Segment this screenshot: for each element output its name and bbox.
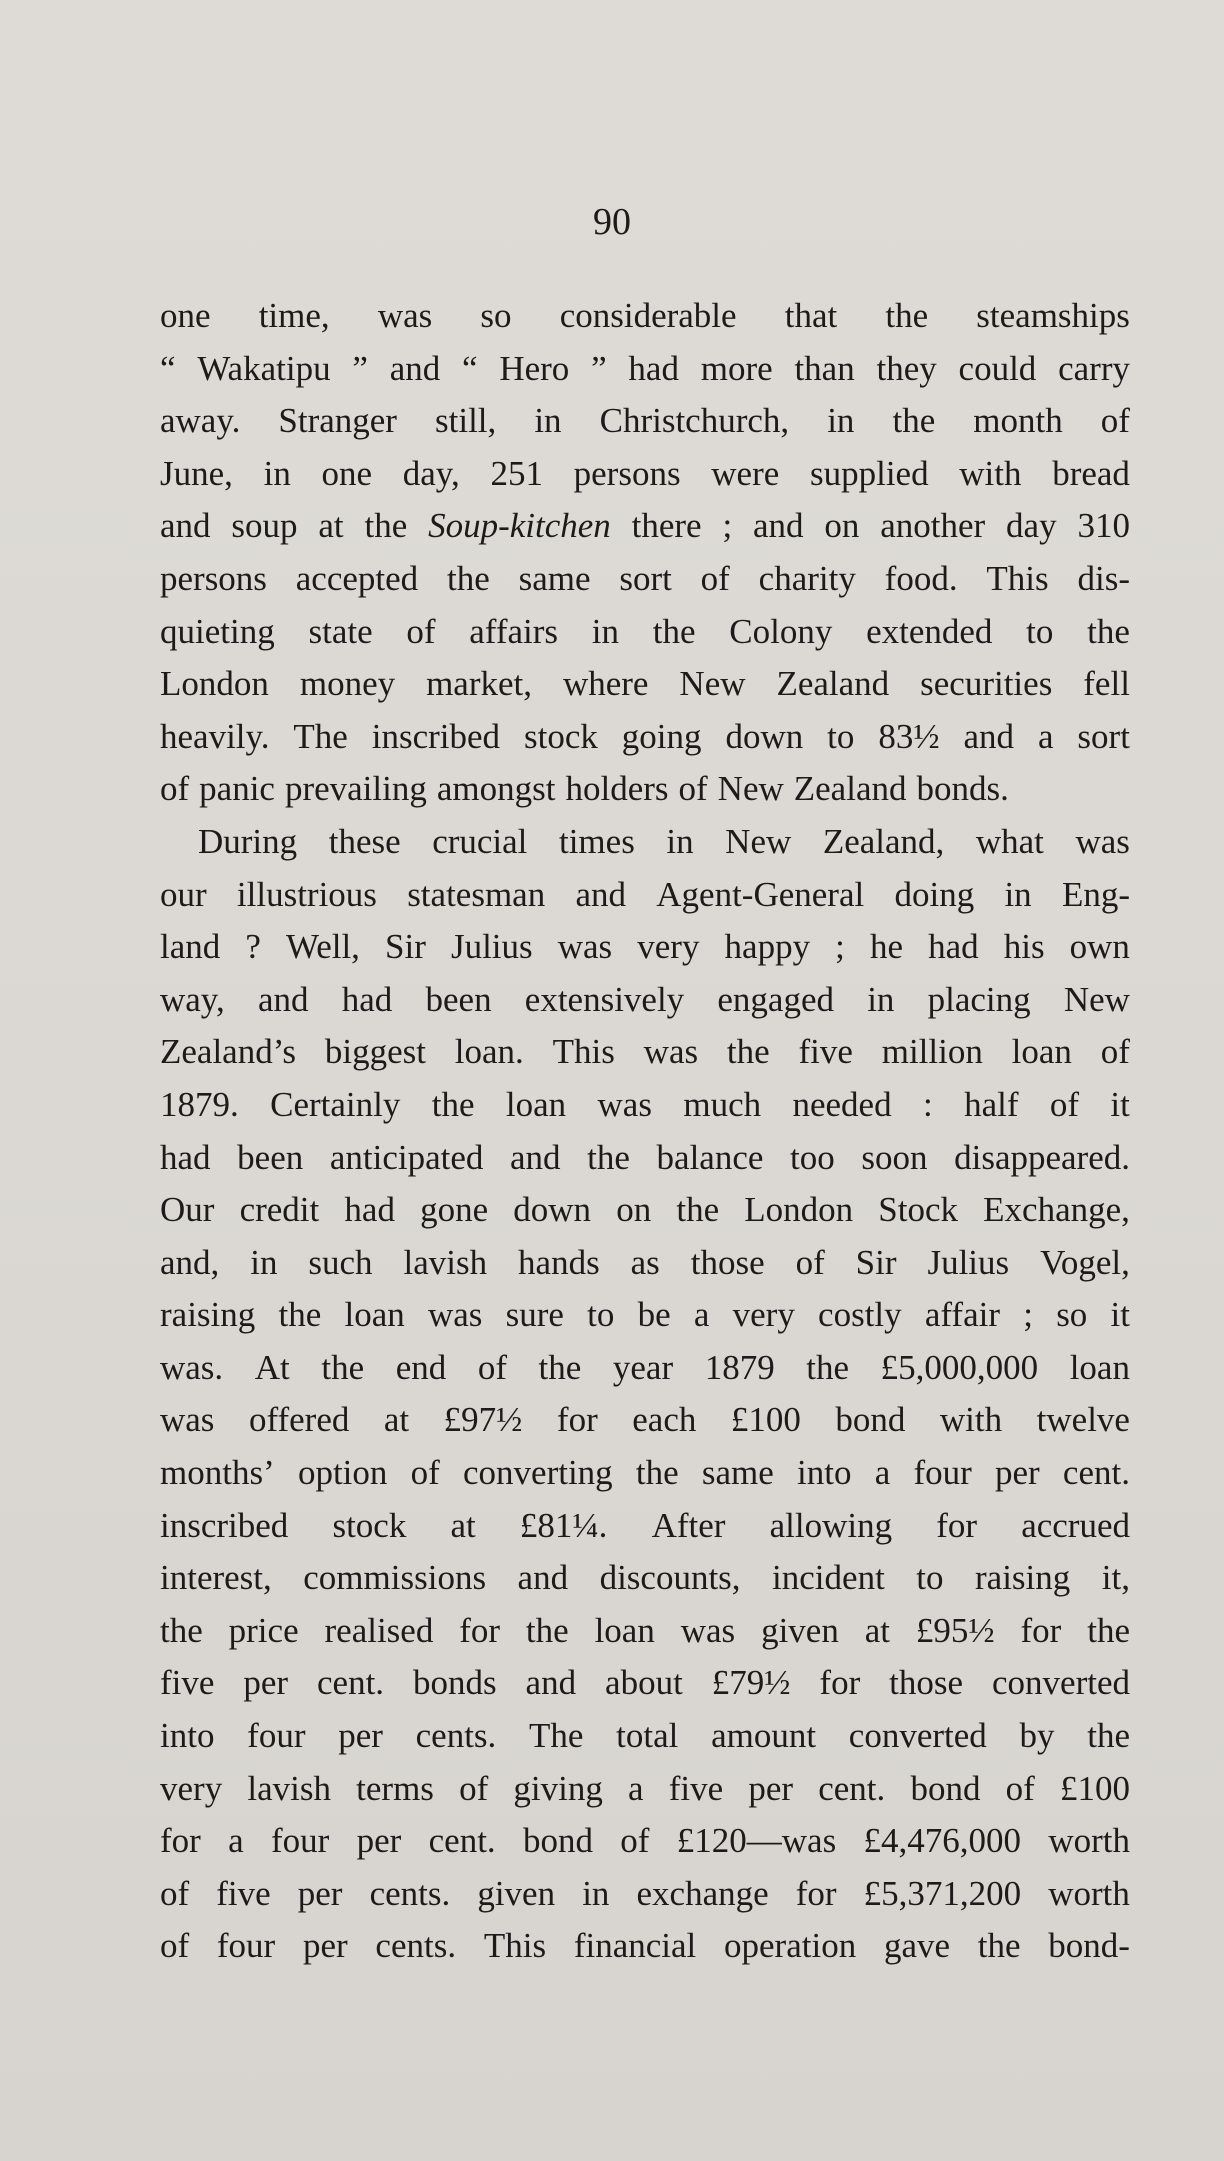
text-line: our illustrious statesman and Agent-General doing in Eng-	[160, 874, 1130, 914]
text-line: June, in one day, 251 persons were supplied with bread	[160, 453, 1130, 493]
text-line: persons accepted the same sort of charity food. This dis-	[160, 558, 1130, 598]
text-line: Our credit had gone down on the London Stock Exchange,	[160, 1190, 1130, 1230]
text-line: had been anticipated and the balance too soon disappeared.	[160, 1137, 1130, 1177]
text-line: away. Stranger still, in Christchurch, in the month of	[160, 401, 1130, 441]
text-line: was offered at £97½ for each £100 bond with twelve	[160, 1400, 1130, 1440]
text-line: “ Wakatipu ” and “ Hero ” had more than they could carry	[160, 348, 1130, 388]
text-line: raising the loan was sure to be a very costly affair ; so it	[160, 1295, 1130, 1335]
text-line: land ? Well, Sir Julius was very happy ; he had his own	[160, 927, 1130, 967]
text-line: was. At the end of the year 1879 the £5,000,000 loan	[160, 1347, 1130, 1387]
text-line: the price realised for the loan was given at £95½ for the	[160, 1610, 1130, 1650]
text-line: of five per cents. given in exchange for £5,371,200 worth	[160, 1873, 1130, 1913]
body-text	[160, 290, 1130, 1973]
text-line: quieting state of affairs in the Colony extended to the	[160, 611, 1130, 651]
text-line: heavily. The inscribed stock going down to 83½ and a sort	[160, 716, 1130, 756]
text-line: way, and had been extensively engaged in placing New	[160, 979, 1130, 1019]
text-line: very lavish terms of giving a five per cent. bond of £100	[160, 1768, 1130, 1808]
text-line: interest, commissions and discounts, incident to raising it,	[160, 1558, 1130, 1598]
text-line: five per cent. bonds and about £79½ for those converted	[160, 1663, 1130, 1703]
text-line: of panic prevailing amongst holders of New Zealand bonds.	[160, 769, 1009, 809]
text-line: and, in such lavish hands as those of Sir Julius Vogel,	[160, 1242, 1130, 1282]
text-line: During these crucial times in New Zealand, what was	[198, 821, 1130, 861]
text-line: months’ option of converting the same into a four per cent.	[160, 1453, 1130, 1493]
text-line: one time, was so considerable that the steamships	[160, 296, 1130, 335]
text-line: for a four per cent. bond of £120—was £4,476,000 worth	[160, 1821, 1130, 1861]
text-line: into four per cents. The total amount converted by the	[160, 1716, 1130, 1756]
text-line: London money market, where New Zealand securities fell	[160, 664, 1130, 704]
text-line: Zealand’s biggest loan. This was the five million loan of	[160, 1032, 1130, 1072]
text-line: 1879. Certainly the loan was much needed : half of it	[160, 1084, 1130, 1124]
page-number: 90	[593, 201, 631, 243]
text-line: of four per cents. This financial operation gave the bond-	[160, 1926, 1130, 1966]
text-line: and soup at the Soup-kitchen there ; and on another day 310	[160, 506, 1130, 546]
text-line: inscribed stock at £81¼. After allowing for accrued	[160, 1505, 1130, 1545]
